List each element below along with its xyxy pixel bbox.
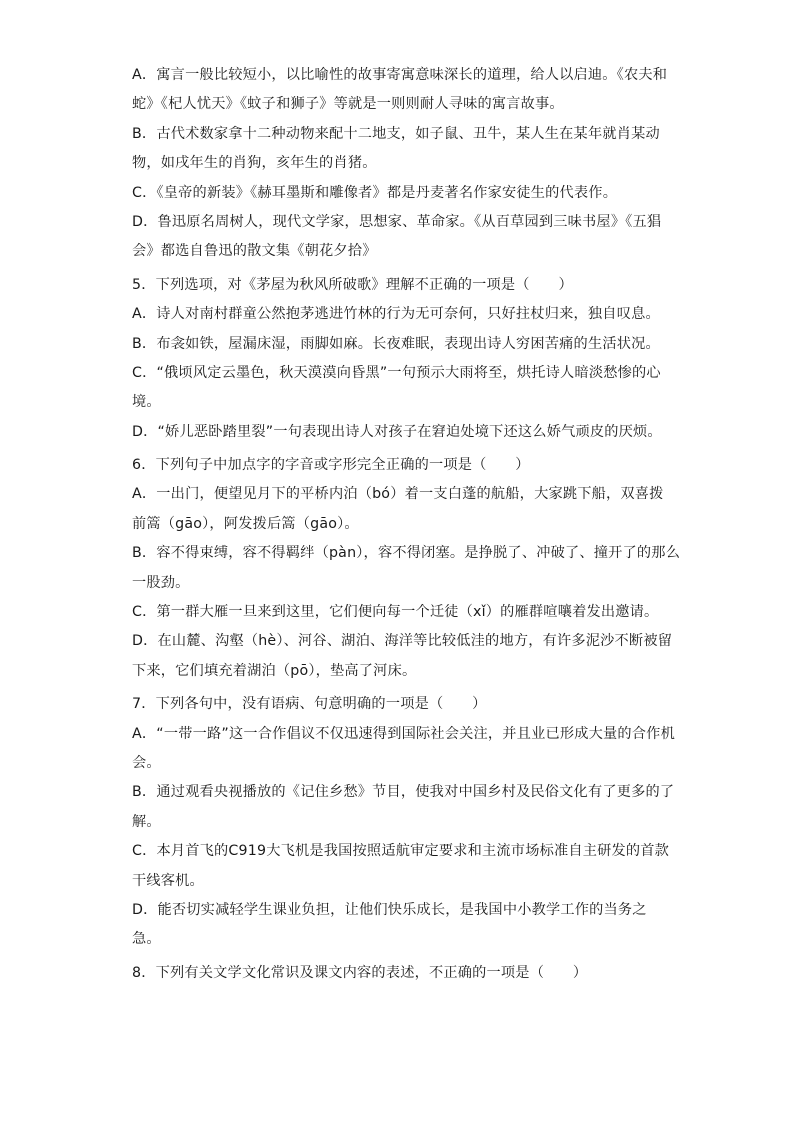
- text-line: D．“娇儿恶卧踏里裂”一句表现出诗人对孩子在窘迫处境下还这么娇气顽皮的厌烦。: [132, 423, 662, 440]
- text-line: A．寓言一般比较短小，以比喻性的故事寄寓意味深长的道理，给人以启迪。《农夫和: [132, 67, 668, 83]
- text-line: A．诗人对南村群童公然抱茅逃进竹林的行为无可奈何，只好拄杖归来，独自叹息。: [132, 306, 660, 323]
- question-title: 5．下列选项，对《茅屋为秋风所破歌》理解不正确的一项是（ ）: [132, 276, 573, 293]
- text-line: C．本月首飞的C919大飞机是我国按照适航审定要求和主流市场标准自主研发的首款: [132, 843, 670, 860]
- text-line: D．在山麓、沟壑（hè）、河谷、湖泊、海洋等比较低洼的地方，有许多泥沙不断被留: [132, 633, 673, 650]
- text-line: B．古代术数家拿十二种动物来配十二地支，如子鼠、丑牛，某人生在某年就肖某动: [132, 125, 660, 142]
- text-line: 境。: [132, 394, 161, 411]
- text-line: 一股劲。: [132, 574, 190, 591]
- text-line: 物，如戌年生的肖狗，亥年生的肖猪。: [132, 155, 377, 172]
- question-title: 6．下列句子中加点字的字音或字形完全正确的一项是（ ）: [132, 457, 530, 474]
- question-title: 7．下列各句中，没有语病、句意明确的一项是（ ）: [132, 696, 487, 713]
- text-line: 会。: [132, 754, 161, 771]
- text-line: D．鲁迅原名周树人，现代文学家，思想家、革命家。《从百草园到三味书屋》《五猖: [132, 213, 662, 230]
- text-line: A．“一带一路”这一合作倡议不仅迅速得到国际社会关注，并且业已形成大量的合作机: [132, 725, 675, 742]
- text-line: B．布衾如铁，屋漏床湿，雨脚如麻。长夜难眠，表现出诗人穷困苦痛的生活状况。: [132, 335, 660, 352]
- question-text: [132, 61, 681, 988]
- text-line: D．能否切实减轻学生课业负担，让他们快乐成长，是我国中小教学工作的当务之: [132, 901, 647, 918]
- text-line: 干线客机。: [132, 872, 204, 889]
- text-line: 下来，它们填充着湖泊（pō），垫高了河床。: [132, 662, 417, 679]
- text-line: 会》都选自鲁迅的散文集《朝花夕拾》: [132, 243, 377, 260]
- text-line: C．《皇帝的新装》《赫耳墨斯和雕像者》都是丹麦著名作家安徒生的代表作。: [132, 184, 618, 201]
- text-line: B．容不得束缚，容不得羁绊（pàn），容不得闭塞。是挣脱了、冲破了、撞开了的那么: [132, 545, 681, 562]
- text-line: B．通过观看央视播放的《记住乡愁》节目，使我对中国乡村及民俗文化有了更多的了: [132, 784, 675, 801]
- text-line: A．一出门，便望见月下的平桥内泊（bó）着一支白蓬的航船，大家跳下船，双喜拨: [132, 486, 664, 503]
- question-title: 8．下列有关文学文化常识及课文内容的表述，不正确的一项是（ ）: [132, 964, 588, 981]
- text-line: 解。: [132, 813, 161, 830]
- text-line: C．“俄顷风定云墨色，秋天漠漠向昏黑”一句预示大雨将至，烘托诗人暗淡愁惨的心: [132, 364, 661, 381]
- text-line: C．第一群大雁一旦来到这里，它们便向每一个迁徒（xǐ）的雁群喧嚷着发出邀请。: [132, 604, 659, 621]
- text-line: 急。: [132, 931, 161, 948]
- text-line: 蛇》《杞人忧天》《蚊子和狮子》等就是一则则耐人寻味的寓言故事。: [132, 96, 564, 113]
- text-line: 前篙（gāo），阿发拨后篙（gāo）。: [132, 515, 359, 532]
